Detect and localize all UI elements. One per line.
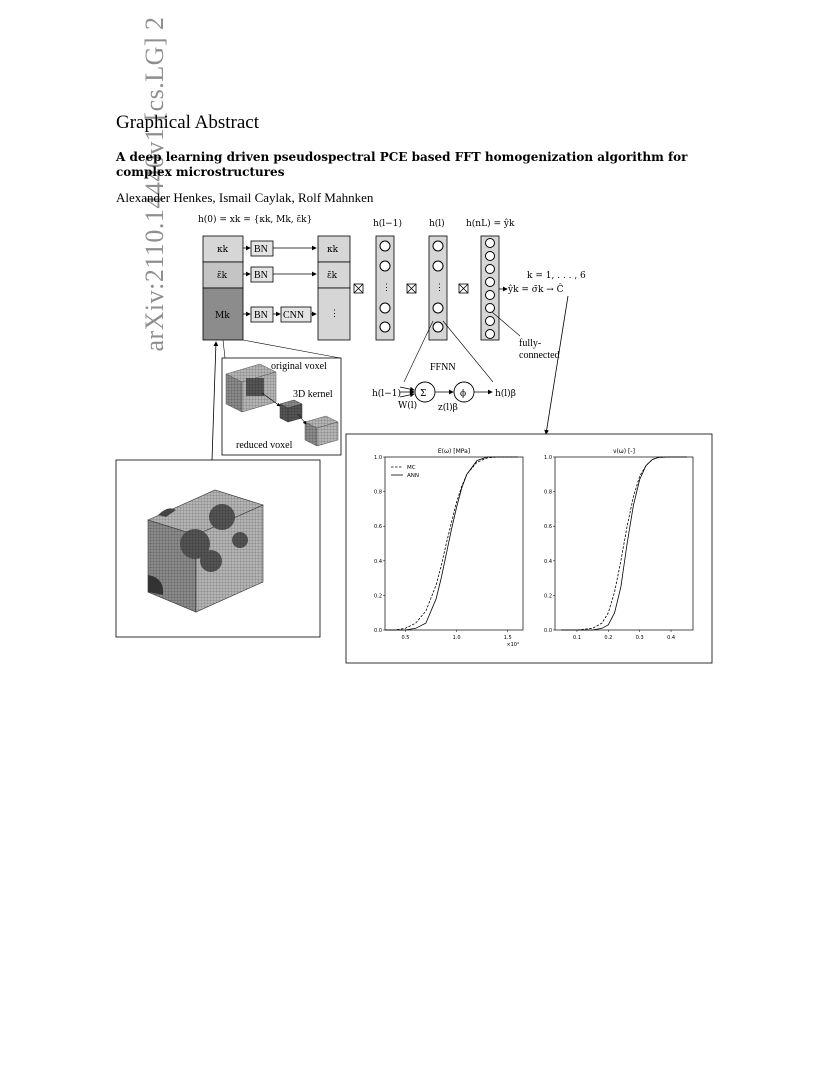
x-tick-label: 0.5 <box>401 635 410 641</box>
k-range-label: k = 1, . . . , 6 <box>527 271 586 281</box>
inclusion-3 <box>200 550 222 572</box>
chart-youngs-modulus <box>374 448 523 648</box>
input-equation: h(0) = xk = {κk, Mk, ε̄k} <box>198 215 313 225</box>
x-tick-label: 1.0 <box>452 635 461 641</box>
layer-column-prev <box>376 236 394 340</box>
author-list: Alexander Henkes, Ismail Caylak, Rolf Mahnken <box>116 190 374 205</box>
svg-text:⋮: ⋮ <box>382 283 391 293</box>
input-block <box>203 236 243 340</box>
svg-text:⋮: ⋮ <box>330 309 339 319</box>
original-voxel-label: original voxel <box>271 361 327 372</box>
reduced-voxel-cube <box>305 416 338 446</box>
ffnn-label: FFNN <box>430 362 456 373</box>
y-tick-label: 0.2 <box>374 593 382 600</box>
svg-text:BN: BN <box>254 270 268 281</box>
layer-output-label: h(nL) = ŷk <box>466 219 515 229</box>
pre-activation-label: z(l)β <box>438 403 458 413</box>
microstructure-panel <box>116 460 320 637</box>
svg-text:Σ: Σ <box>420 389 427 399</box>
neuron-input-label: h(l−1) <box>372 389 401 399</box>
svg-text:ε̄k: ε̄k <box>327 271 338 281</box>
voxel-reduction-panel <box>222 340 341 455</box>
layer-current-label: h(l) <box>429 219 445 229</box>
svg-text:BN: BN <box>254 244 268 255</box>
reduced-voxel-label: reduced voxel <box>236 440 293 451</box>
svg-text:ϕ: ϕ <box>460 389 467 399</box>
input-row-strain: ε̄k <box>217 271 228 281</box>
weights-label: W(l) <box>398 401 418 411</box>
kernel-cube <box>280 400 302 422</box>
chart-poisson-ratio <box>544 448 693 641</box>
bn-box-1 <box>251 241 273 256</box>
plot-area <box>385 457 523 630</box>
svg-text:BN: BN <box>254 310 268 321</box>
fully-connected-label-1: fully- <box>519 338 542 349</box>
output-equation: ŷk = σ̄k → Ĉ <box>508 285 564 295</box>
section-title: Graphical Abstract <box>116 112 259 133</box>
sum-node <box>415 382 435 402</box>
arxiv-identifier: arXiv:2110.14440v1 [cs.LG] 2 <box>140 16 169 352</box>
fully-connected-label-2: connected <box>519 350 560 361</box>
chart-title: E(ω) [MPa] <box>437 448 471 455</box>
neuron-output-label: h(l)β <box>495 389 516 399</box>
y-tick-label: 0.8 <box>544 489 552 496</box>
paper-title-line-1: A deep learning driven pseudospectral PCE based FFT homogenization algorithm for <box>116 150 688 164</box>
graphical-abstract-figure <box>110 205 720 675</box>
connection-symbols <box>354 284 468 293</box>
y-tick-label: 0.6 <box>544 524 552 531</box>
x-tick-label: 0.4 <box>667 635 676 641</box>
y-tick-label: 0.4 <box>374 558 382 565</box>
y-tick-label: 0.6 <box>374 524 382 531</box>
bn-box-3 <box>251 307 273 322</box>
y-tick-label: 0.4 <box>544 558 552 565</box>
inclusion-4 <box>232 532 248 548</box>
input-row-kappa: κk <box>217 245 229 255</box>
legend-label-mc: MC <box>407 465 416 471</box>
y-tick-label: 0.0 <box>374 628 382 634</box>
bn-box-2 <box>251 267 273 282</box>
y-tick-label: 0.2 <box>544 593 552 600</box>
x-tick-label: 1.5 <box>503 635 512 641</box>
x-tick-label: 0.1 <box>572 635 581 641</box>
chart-title: ν(ω) [-] <box>613 448 635 455</box>
layer-prev-label: h(l−1) <box>373 219 402 229</box>
neuron-inputs <box>400 387 414 397</box>
x-tick-label: 0.3 <box>635 635 644 641</box>
y-tick-label: 0.0 <box>544 628 552 634</box>
activation-node <box>454 382 474 402</box>
y-tick-label: 1.0 <box>544 455 552 461</box>
paper-title-line-2: complex microstructures <box>116 165 285 179</box>
x-scale-label: ×10⁴ <box>506 642 519 648</box>
cnn-box <box>281 307 311 322</box>
concat-block <box>318 236 350 340</box>
inclusion-1 <box>209 504 235 530</box>
paper-title <box>116 150 726 180</box>
legend-label-ann: ANN <box>407 473 419 479</box>
x-tick-label: 0.2 <box>604 635 613 641</box>
svg-text:CNN: CNN <box>283 310 305 321</box>
layer-column-output <box>481 236 499 340</box>
input-row-microstructure: Mk <box>215 311 230 321</box>
y-tick-label: 0.8 <box>374 489 382 496</box>
svg-text:⋮: ⋮ <box>435 283 444 293</box>
kernel-label: 3D kernel <box>293 389 333 400</box>
svg-text:κk: κk <box>327 245 339 255</box>
y-tick-label: 1.0 <box>374 455 382 461</box>
